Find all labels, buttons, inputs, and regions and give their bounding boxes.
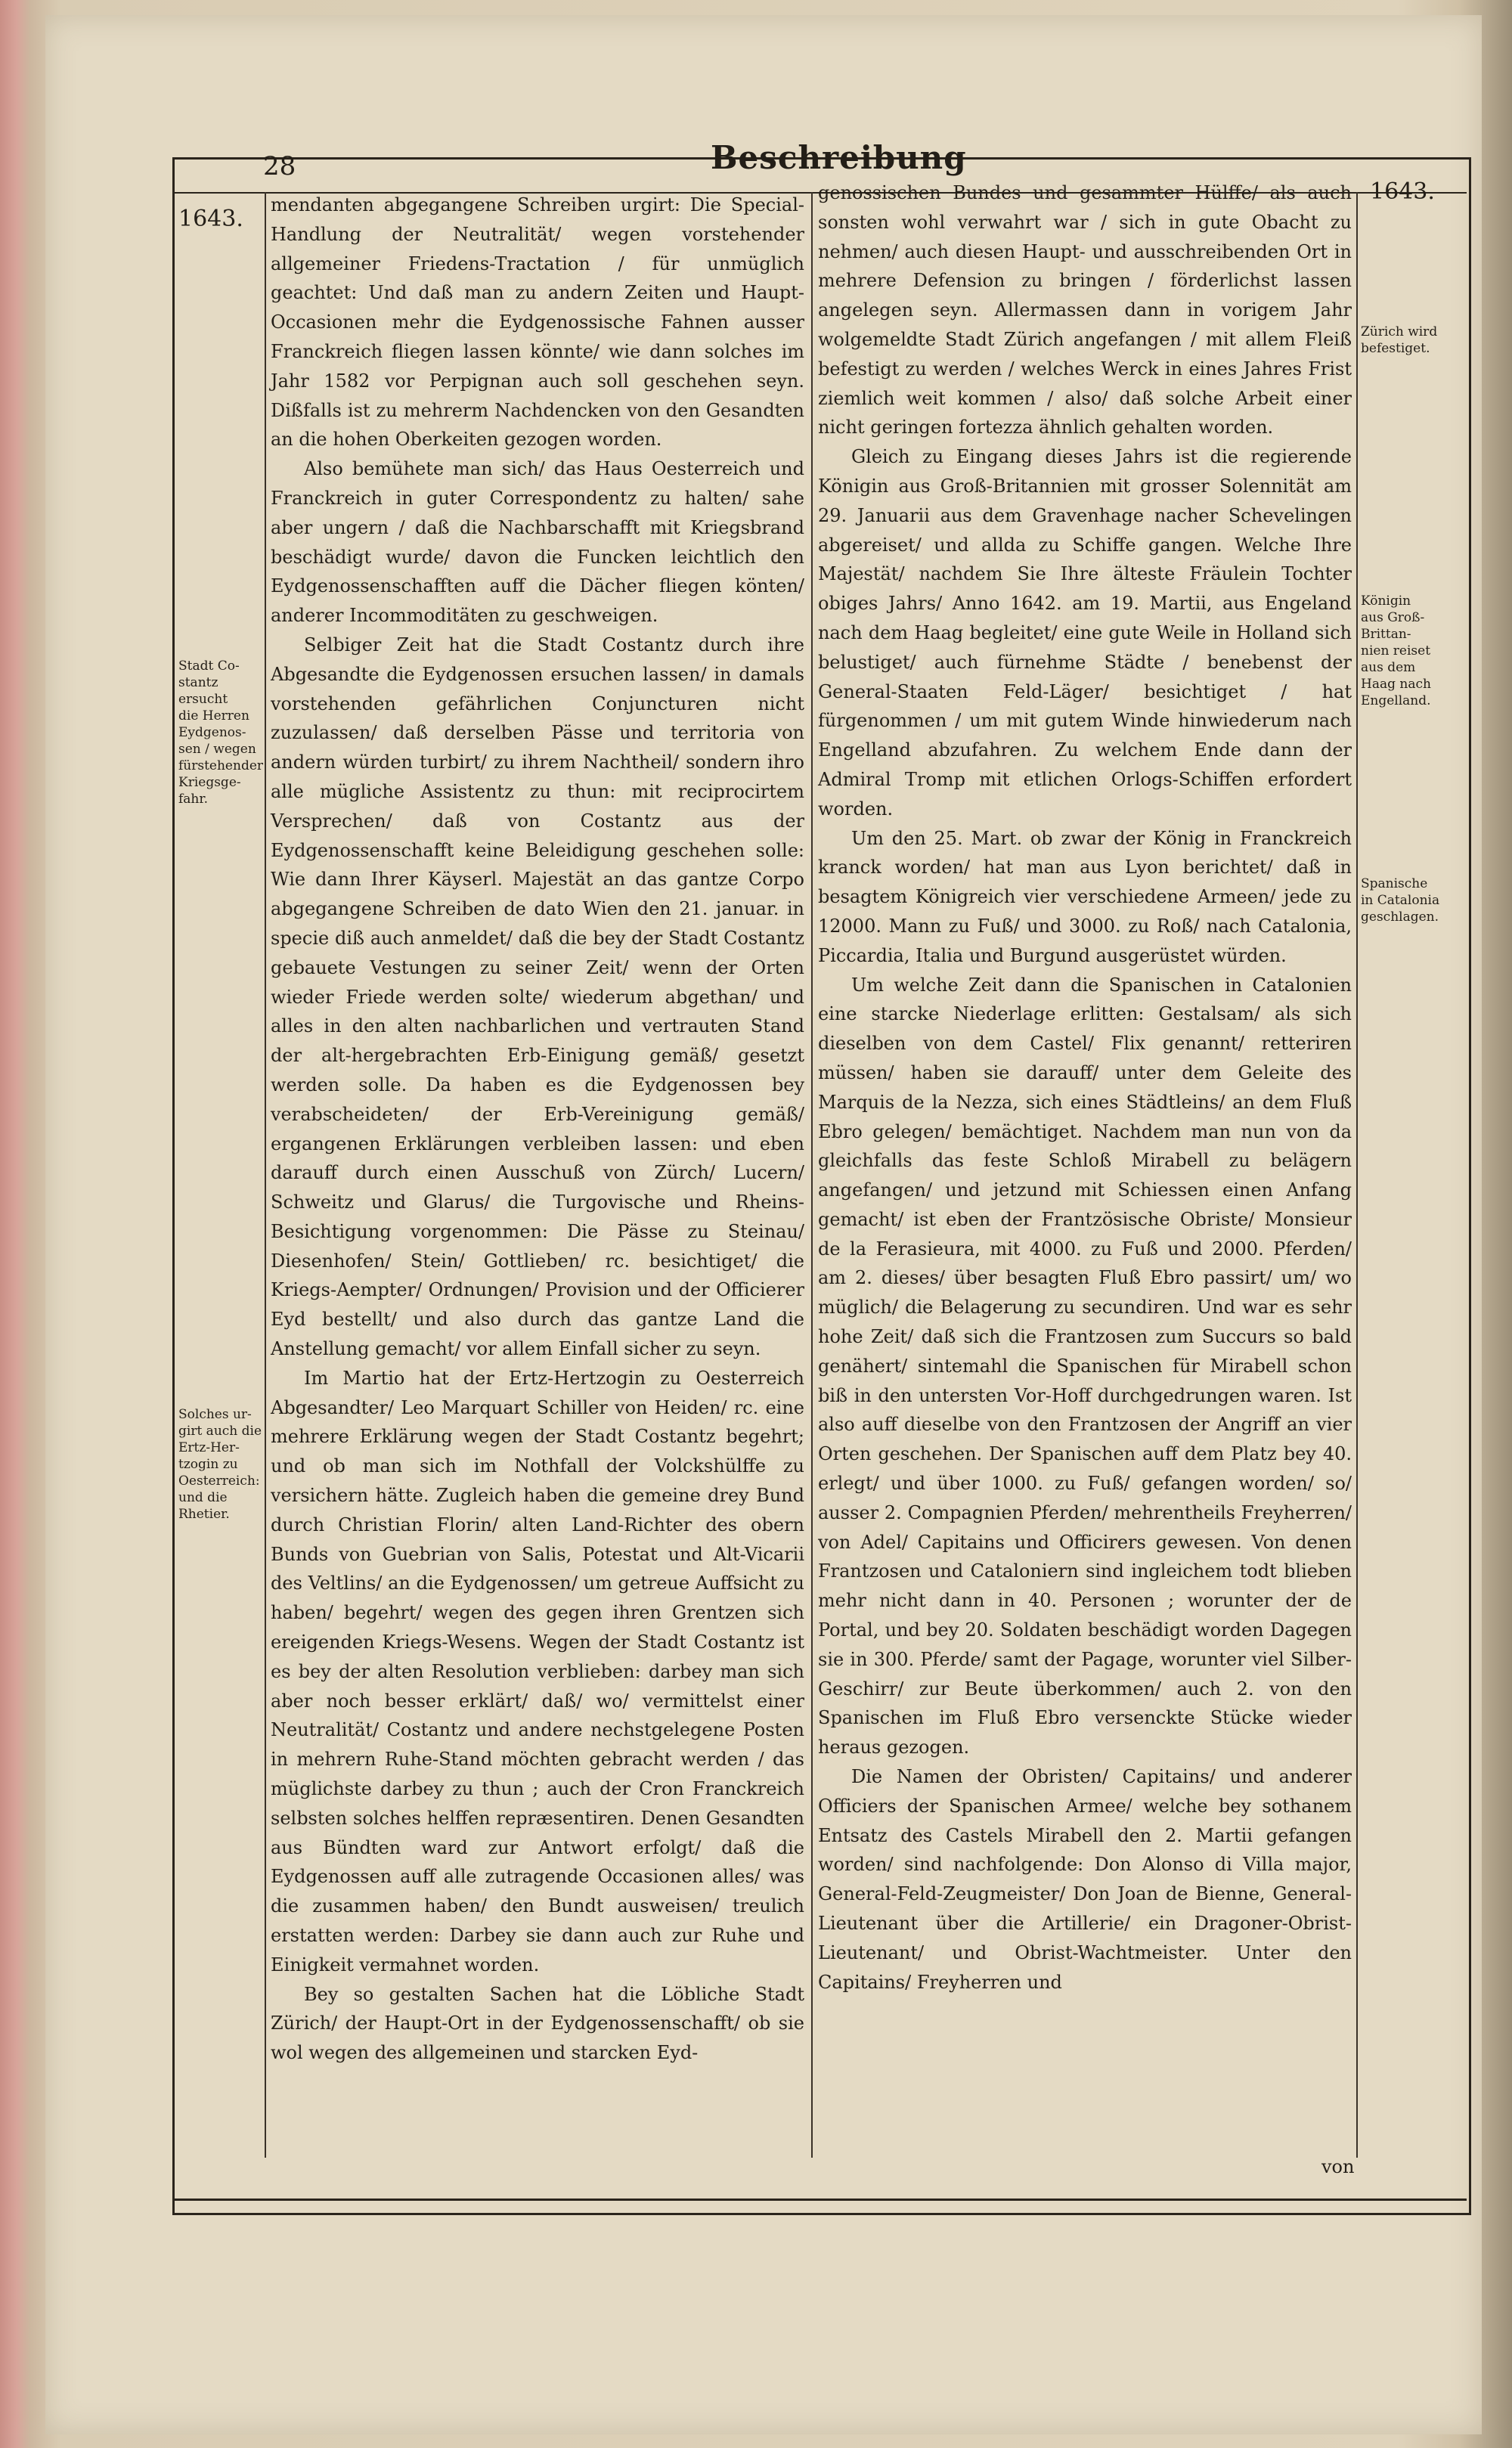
left-text-column xyxy=(271,191,804,2068)
left-paragraph-1: mendanten abgegangene Schreiben urgirt: Die Special-Handlung der Neutralität/ wegen vorstehender allgemeiner Friedens-Tractation / für unmüglich geachtet: Und daß man zu andern Zeiten und Haupt-Occasionen mehr die Eydgenossische Fahnen ausser Franckreich fliegen lassen könnte/ wie dann solches im Jahr 1582 vor Perpignan auch soll geschehen seyn. Dißfalls ist zu mehrerm Nachdencken von den Gesandten an die hohen Oberkeiten gezogen worden. xyxy=(271,194,804,451)
left-paragraph-4: Im Martio hat der Ertz-Hertzogin zu Oesterreich Abgesandter/ Leo Marquart Schiller von Heiden/ rc. eine mehrere Erklärung wegen der Stadt Costantz begehrt; und ob man sich im Nothfall der Volckshülffe zu versichern hätte. Zugleich haben die gemeine drey Bund durch Christian Florin/ alten Land-Richter des obern Bunds von Guebrian von Salis, Potestat und Alt-Vicarii des Veltlins/ an die Eydgenossen/ um getreue Auffsicht zu haben/ begehrt/ wegen des gegen ihren Grentzen sich ereigenden Kriegs-Wesens. Wegen der Stadt Costantz ist es bey der alten Resolution verblieben: darbey man sich aber noch besser erklärt/ daß/ wo/ vermittelst einer Neutralität/ Costantz und andere nechstgelegene Posten in mehrern Ruhe-Stand möchten gebracht werden / das müglichste darbey zu thun ; auch der Cron Franckreich selbsten solches helffen repræsentiren. Denen Gesandten aus Bündten ward zur Antwort erfolgt/ daß die Eydgenossen auff alle zutragende Occasionen alles/ was die zusammen haben/ den Bundt ausweisen/ treulich erstatten werden: Darbey sie dann auch zur Ruhe und Einigkeit vermahnet worden. xyxy=(271,1367,804,1975)
left-paragraph-2: Also bemühete man sich/ das Haus Oesterreich und Franckreich in guter Correspondentz zu halten/ sahe aber ungern / daß die Nachbarschafft mit Kriegsbrand beschädigt wurde/ davon die Funcken leichtlich den Eydgenossenschafften auff die Dächer fliegen könten/ anderer Incommoditäten zu geschweigen. xyxy=(271,458,804,627)
bottom-rule xyxy=(172,2199,1467,2201)
page-number: 28 xyxy=(263,151,296,181)
right-paragraph-4: Um welche Zeit dann die Spanischen in Catalonien eine starcke Niederlage erlitten: Gestalsam/ als sich dieselben von dem Castel/ Flix genannt/ retteriren müssen/ haben sie darauff/ unter dem Geleite des Marquis de la Nezza, sich eines Städtleins/ an dem Fluß Ebro gelegen/ bemächtiget. Nachdem man nun von da gleichfalls das feste Schloß Mirabell zu belägern angefangen/ und jetzund mit Schiessen einen Anfang gemacht/ ist eben der Frantzösische Obriste/ Monsieur de la Ferasieura, mit 4000. zu Fuß und 2000. Pferden/ am 2. dieses/ über besagten Fluß Ebro passirt/ um/ wo müglich/ die Belagerung zu secundiren. Und war es sehr hohe Zeit/ daß sich die Frantzosen zum Succurs so bald genähert/ sintemahl die Spanischen für Mirabell schon biß in den untersten Vor-Hoff durchgedrungen waren. Ist also auff dieselbe von den Frantzosen der Angriff an vier Orten geschehen. Der Spanischen auff dem Platz bey 40. erlegt/ und über 1000. zu Fuß/ gefangen worden/ so/ ausser 2. Compagnien Pferden/ mehrentheils Freyherren/ von Adel/ Capitains und Officirers gewesen. Von denen Frantzosen und Cataloniern sind ingleichem todt blieben mehr nicht dann in 40. Personen ; worunter der de Portal, und bey 20. Soldaten beschädigt worden Dagegen sie in 300. Pferde/ samt der Pagage, worunter viel Silber-Geschirr/ zur Beute überkommen/ auch 2. von den Spanischen im Fluß Ebro versenckte Stücke wieder heraus gezogen. xyxy=(818,974,1352,1759)
right-paragraph-3: Um den 25. Mart. ob zwar der König in Franckreich kranck worden/ hat man aus Lyon berichtet/ daß in besagtem Königreich vier verschiedene Armeen/ jede zu 12000. Mann zu Fuß/ und 3000. zu Roß/ nach Catalonia, Piccardia, Italia und Burgund ausgerüstet würden. xyxy=(818,827,1352,966)
right-paragraph-2: Gleich zu Eingang dieses Jahrs ist die regierende Königin aus Groß-Britannien mit grosser Solennität am 29. Januarii aus dem Gravenhage nacher Schevelingen abgereiset/ und allda zu Schiffe gangen. Welche Ihre Majestät/ nachdem Sie Ihre älteste Fräulein Tochter obiges Jahrs/ Anno 1642. am 19. Martii, aus Engeland nach dem Haag begleitet/ eine gute Weile in Holland sich belustiget/ auch fürnehme Städte / benebenst der General-Staaten Feld-Läger/ besichtiget / hat fürgenommen / um mit gutem Winde hinwiederum nach Engelland abzufahren. Zu welchem Ende dann der Admiral Tromp mit etlichen Orlogs-Schiffen erfordert worden. xyxy=(818,446,1352,820)
catchword: von xyxy=(1321,2156,1355,2177)
margin-note-costantz: Stadt Co- stantz ersucht die Herren Eydgenos- sen / wegen fürstehender Kriegsge- fahr. xyxy=(178,658,264,807)
year-right: 1643. xyxy=(1370,178,1435,205)
year-left: 1643. xyxy=(178,206,243,232)
margin-note-ertzhertzogin: Solches ur- girt auch die Ertz-Her- tzogin zu Oesterreich: und die Rhetier. xyxy=(178,1407,262,1522)
margin-note-koenigin: Königin aus Groß- Brittan- nien reiset aus dem Haag nach Engelland. xyxy=(1361,593,1431,708)
left-margin-rule xyxy=(265,192,266,2158)
running-head: Beschreibung xyxy=(711,139,967,176)
left-paragraph-3: Selbiger Zeit hat die Stadt Costantz durch ihre Abgesandte die Eydgenossen ersuchen lassen/ in damals vorstehenden gefährlichen Conjuncturen nicht zuzulassen/ daß derselben Pässe und territoria von andern würden turbirt/ zu ihrem Nachtheil/ sondern ihro alle mügliche Assistentz zu thun: mit reciprocirtem Versprechen/ daß von Costantz aus der Eydgenossenschafft keine Beleidigung geschehen solle: Wie dann Ihrer Käyserl. Majestät an das gantze Corpo abgegangene Schreiben de dato Wien den 21. januar. in specie diß auch anmeldet/ daß die bey der Stadt Costantz gebauete Vestungen zu seiner Zeit/ wenn der Orten wieder Friede werden solte/ wiederum abgethan/ und alles in den alten nachbarlichen und vertrauten Stand der alt-hergebrachten Erb-Einigung gemäß/ gesetzt werden solle. Da haben es die Eydgenossen bey verabscheideten/ der Erb-Vereinigung gemäß/ ergangenen Erklärungen verbleiben lassen: und eben darauff durch einen Ausschuß von Zürch/ Lucern/ Schweitz und Glarus/ die Turgovische und Rheins-Besichtigung vorgenommen: Die Pässe zu Steinau/ Diesenhofen/ Stein/ Gottlieben/ rc. besichtiget/ die Kriegs-Aempter/ Ordnungen/ Provision und der Officierer Eyd bestellt/ und also durch das gantze Land die Anstellung gemacht/ vor allem Einfall sicher zu seyn. xyxy=(271,634,804,1360)
margin-note-spanische: Spanische in Catalonia geschlagen. xyxy=(1361,876,1440,925)
left-paragraph-5: Bey so gestalten Sachen hat die Löbliche Stadt Zürich/ der Haupt-Ort in der Eydgenossenschafft/ ob sie wol wegen des allgemeinen und starcken Eyd- xyxy=(271,1983,804,2064)
right-margin-rule xyxy=(1356,192,1358,2158)
right-paragraph-5: Die Namen der Obristen/ Capitains/ und anderer Officiers der Spanischen Armee/ welche bey sothanem Entsatz des Castels Mirabell den 2. Martii gefangen worden/ sind nachfolgende: Don Alonso di Villa major, General-Feld-Zeugmeister/ Don Joan de Bienne, General-Lieutenant über die Artillerie/ ein Dragoner-Obrist-Lieutenant/ und Obrist-Wachtmeister. Unter den Capitains/ Freyherren und xyxy=(818,1766,1352,1993)
margin-note-zuerich: Zürich wird befestiget. xyxy=(1361,324,1438,356)
right-text-column xyxy=(818,178,1352,1997)
center-column-rule xyxy=(811,192,813,2158)
right-paragraph-1: genossischen Bundes und gesammter Hülffe/ als auch sonsten wohl verwahrt war / sich in gute Obacht zu nehmen/ auch diesen Haupt- und ausschreibenden Ort in mehrere Defension zu bringen / förderlichst lassen angelegen seyn. Allermassen dann in vorigem Jahr wolgemeldte Stadt Zürich angefangen / mit allem Fleiß befestigt zu werden / welches Werck in eines Jahres Frist ziemlich weit kommen / also/ daß solche Arbeit einer nicht geringen fortezza ähnlich gehalten worden. xyxy=(818,182,1352,438)
